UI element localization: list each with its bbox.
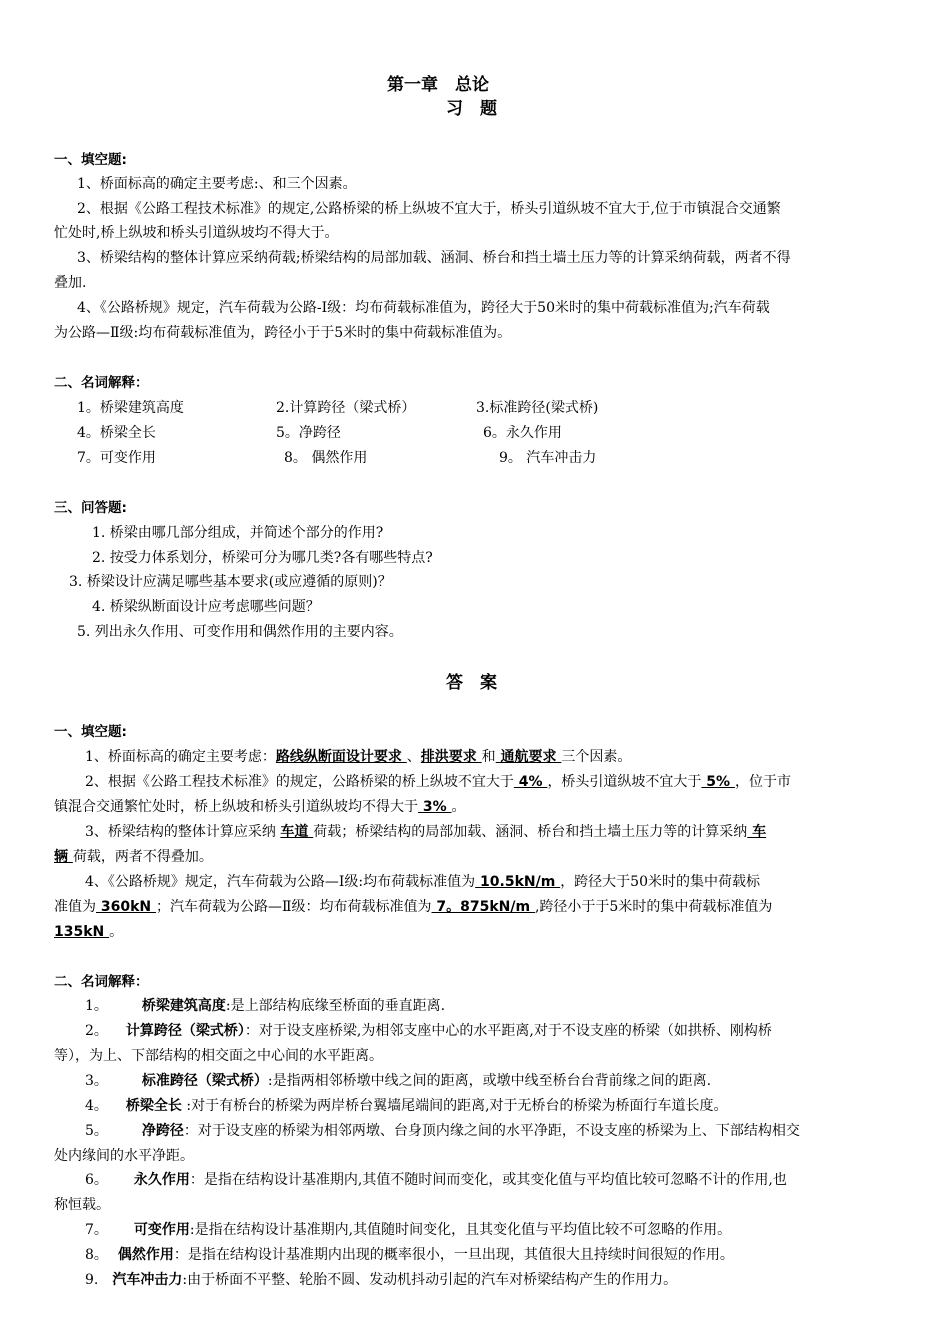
definition-term: 汽车冲击力 [112, 1272, 183, 1288]
answer-text: 3、桥梁结构的整体计算应采纳 [85, 824, 281, 840]
answer-fill-2 [85, 772, 791, 792]
answer-blank: 7。875kN/m [431, 899, 535, 915]
definition-1 [85, 996, 445, 1016]
definition-number: 9. [85, 1272, 99, 1288]
answer-text: ，跨径大于50米时的集中荷载标 [560, 874, 761, 890]
exercise-subtitle: 习 题 [446, 99, 497, 119]
exercise-fill-2-cont: 忙处时,桥上纵坡和桥头引道纵坡均不得大于。 [54, 225, 339, 241]
answer-fill-4-cont2 [54, 922, 123, 942]
definition-term: 桥梁建筑高度 [141, 998, 226, 1014]
answer-text: 三个因素。 [561, 749, 632, 765]
answer-text: 镇混合交通繁忙处时，桥上纵坡和桥头引道纵坡均不得大于 [54, 799, 418, 815]
definition-number: 3。 [85, 1073, 108, 1089]
exercise-fill-3: 3、桥梁结构的整体计算应采纳荷载;桥梁结构的局部加载、涵洞、桥台和挡土墙土压力等的计算采纳荷载，两者不得 [77, 250, 791, 266]
definition-term: 可变作用 [133, 1222, 190, 1238]
answer-blank: 5% [701, 774, 735, 790]
term-item: 4。桥梁全长 [77, 425, 156, 441]
definition-term: 永久作用 [133, 1172, 190, 1188]
definition-2-cont: 等），为上、下部结构的相交面之中心间的水平距离。 [54, 1048, 383, 1064]
exercise-fill-2: 2、根据《公路工程技术标准》的规定,公路桥梁的桥上纵坡不宜大于，桥头引道纵坡不宜大于,位于市镇混合交通繁 [77, 201, 781, 217]
term-item: 8。 偶然作用 [284, 450, 368, 466]
definition-text: ：是指在结构设计基准期内出现的概率很小，一旦出现，其值很大且持续时间很短的作用。 [173, 1247, 734, 1263]
definition-term: 净跨径 [141, 1123, 184, 1139]
answer-fill-2-cont [54, 797, 466, 817]
definition-number: 6。 [85, 1172, 108, 1188]
answer-fill-4 [85, 872, 760, 892]
answer-fill-1 [85, 747, 631, 767]
qa-item: 4. 桥梁纵断面设计应考虑哪些问题？ [92, 599, 320, 615]
exercise-fill-heading: 一、填空题: [54, 152, 127, 168]
definition-9 [85, 1270, 677, 1290]
answer-fill-3 [85, 822, 766, 842]
term-item: 3.标准跨径(梁式桥) [476, 400, 599, 416]
answer-text: 、 [406, 749, 421, 765]
answer-text: 。 [109, 924, 124, 940]
definition-text: ：对于设支座桥梁,为相邻支座中心的水平距离,对于不设支座的桥梁（如拱桥、刚构桥 [244, 1023, 772, 1039]
definition-number: 2。 [85, 1023, 108, 1039]
answer-text: 1、桥面标高的确定主要考虑： [85, 749, 276, 765]
definition-number: 8。 [85, 1247, 108, 1263]
definition-6-cont: 称恒载。 [54, 1197, 110, 1213]
definition-text: :是指在结构设计基准期内,其值随时间变化，且其变化值与平均值比较不可忽略的作用。 [189, 1222, 732, 1238]
answer-text: 准值为 [54, 899, 96, 915]
answer-text: 4、《公路桥规》规定，汽车荷载为公路—Ⅰ级:均布荷载标准值为 [85, 874, 476, 890]
answer-text: ,跨径小于于5米时的集中荷载标准值为 [534, 899, 773, 915]
definition-text: :是上部结构底缘至桥面的垂直距离. [225, 998, 446, 1014]
answer-fill-4-cont [54, 897, 772, 917]
answer-terms-heading: 二、名词解释： [54, 974, 149, 990]
definition-8 [85, 1245, 734, 1265]
exercise-qa-heading: 三、问答题: [54, 500, 127, 516]
answer-text: ，桥头引道纵坡不宜大于 [547, 774, 702, 790]
term-item: 2.计算跨径（梁式桥） [276, 400, 416, 416]
answer-text: ；汽车荷载为公路—Ⅱ级：均布荷载标准值为 [156, 899, 432, 915]
answer-text: ，位于市 [734, 774, 791, 790]
answer-text: 荷载；桥梁结构的局部加载、涵洞、桥台和挡土墙土压力等的计算采纳 [313, 824, 748, 840]
answer-fill-3-cont [54, 847, 213, 867]
answer-blank: 4% [513, 774, 548, 790]
definition-number: 1。 [85, 998, 108, 1014]
answer-fill-heading: 一、填空题: [54, 724, 127, 740]
definition-text: :是指两相邻桥墩中线之间的距离，或墩中线至桥台台背前缘之间的距离. [267, 1073, 712, 1089]
definition-2 [85, 1021, 772, 1041]
definition-term: 偶然作用 [117, 1247, 174, 1263]
definition-7 [85, 1220, 731, 1240]
definition-6 [85, 1170, 787, 1190]
term-item: 5。净跨径 [276, 425, 341, 441]
answer-title: 答 案 [446, 673, 497, 693]
definition-text: :由于桥面不平整、轮胎不圆、发动机抖动引起的汽车对桥梁结构产生的作用力。 [182, 1272, 678, 1288]
answer-blank: 排洪要求 [420, 749, 482, 765]
exercise-fill-4-cont: 为公路—Ⅱ级:均布荷载标准值为，跨径小于于5米时的集中荷载标准值为。 [54, 325, 512, 341]
chapter-title: 第一章 总论 [387, 75, 489, 95]
answer-blank: 10.5kN/m [475, 874, 561, 890]
answer-blank: 135kN [54, 924, 110, 940]
answer-blank: 通航要求 [495, 749, 562, 765]
answer-blank: 360kN [96, 899, 156, 915]
answer-text: 和 [481, 749, 496, 765]
definition-5 [85, 1121, 800, 1141]
answer-blank: 车 [747, 824, 767, 840]
definition-text: :对于有桥台的桥梁为两岸桥台翼墙尾端间的距离,对于无桥台的桥梁为桥面行车道长度。 [181, 1098, 728, 1114]
definition-term: 计算跨径（梁式桥） [125, 1023, 245, 1039]
answer-text: 。 [451, 799, 466, 815]
definition-term: 标准跨径（梁式桥） [141, 1073, 268, 1089]
definition-4 [85, 1096, 728, 1116]
term-item: 6。永久作用 [483, 425, 562, 441]
exercise-fill-1: 1、桥面标高的确定主要考虑:、和三个因素。 [77, 176, 357, 192]
definition-number: 4。 [85, 1098, 108, 1114]
term-item: 9。 汽车冲击力 [499, 450, 597, 466]
qa-item: 3. 桥梁设计应满足哪些基本要求(或应遵循的原则)？ [69, 574, 392, 590]
qa-item: 1. 桥梁由哪几部分组成，并简述个部分的作用? [92, 525, 384, 541]
definition-text: ：对于设支座的桥梁为相邻两墩、台身顶内缘之间的水平净距，不设支座的桥梁为上、下部结构相交 [183, 1123, 800, 1139]
answer-blank: 辆 [54, 849, 73, 865]
exercise-fill-4: 4、《公路桥规》规定，汽车荷载为公路-Ⅰ级：均布荷载标准值为，跨径大于50米时的集中荷载标准值为;汽车荷载 [77, 300, 770, 316]
exercise-fill-3-cont: 叠加. [54, 275, 87, 291]
definition-5-cont: 处内缘间的水平净距。 [54, 1148, 194, 1164]
term-item: 7。可变作用 [77, 450, 156, 466]
definition-3 [85, 1071, 711, 1091]
qa-item: 2. 按受力体系划分，桥梁可分为哪几类?各有哪些特点? [92, 550, 433, 566]
answer-blank: 车道 [280, 824, 314, 840]
exercise-terms-heading: 二、名词解释： [54, 375, 149, 391]
answer-blank: 3% [418, 799, 452, 815]
definition-number: 5。 [85, 1123, 108, 1139]
answer-text: 2、根据《公路工程技术标准》的规定，公路桥梁的桥上纵坡不宜大于 [85, 774, 514, 790]
definition-number: 7。 [85, 1222, 108, 1238]
term-item: 1。桥梁建筑高度 [77, 400, 184, 416]
definition-text: ：是指在结构设计基准期内,其值不随时间而变化，或其变化值与平均值比较可忽略不计的作用,也 [189, 1172, 787, 1188]
qa-item: 5. 列出永久作用、可变作用和偶然作用的主要内容。 [77, 624, 403, 640]
answer-text: 荷载，两者不得叠加。 [72, 849, 213, 865]
answer-blank: 路线纵断面设计要求 [275, 749, 407, 765]
definition-term: 桥梁全长 [125, 1098, 182, 1114]
